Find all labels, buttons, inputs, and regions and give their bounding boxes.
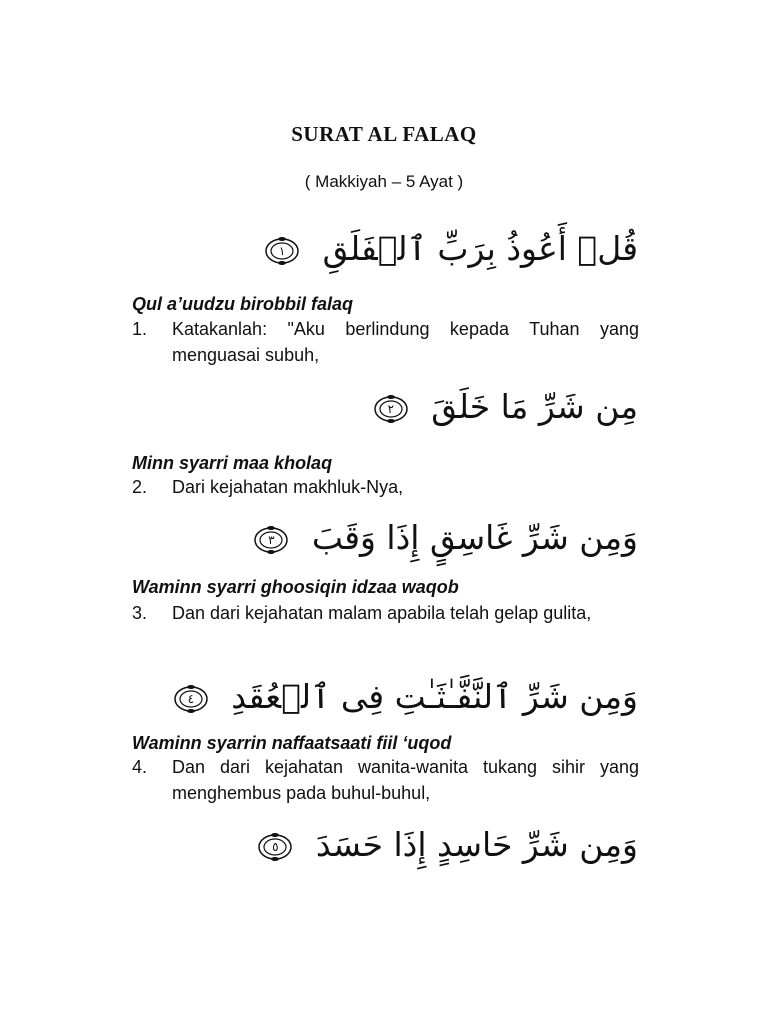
verse-1-arabic bbox=[264, 227, 638, 271]
verse-1-transliteration: Qul a’uudzu birobbil falaq bbox=[132, 294, 353, 314]
ayah-marker bbox=[373, 394, 409, 424]
translation-text: Dari kejahatan makhluk-Nya, bbox=[172, 477, 404, 497]
verse-2-transliteration: Minn syarri maa kholaq bbox=[132, 453, 333, 473]
ayah-marker bbox=[173, 684, 209, 714]
arabic-text: وَمِن شَرِّ ٱلنَّفَّـٰثَـٰتِ فِى ٱلۡعُقَدِ bbox=[231, 677, 638, 716]
ayah-number: ٤ bbox=[187, 691, 195, 706]
verse-4-transliteration: Waminn syarrin naffaatsaati fiil ‘uqod bbox=[132, 733, 452, 753]
page-subtitle: ( Makkiyah – 5 Ayat ) bbox=[304, 172, 464, 191]
verse-2-translation bbox=[132, 474, 639, 500]
verse-1-translation bbox=[132, 316, 639, 368]
translation-text: Dan dari kejahatan malam apabila telah gelap gulita, bbox=[172, 603, 592, 623]
translation-text: Katakanlah: "Aku berlindung kepada Tuhan yang menguasai subuh, bbox=[172, 319, 639, 365]
ayah-number: ٥ bbox=[272, 839, 279, 854]
verse-4-translation bbox=[132, 754, 639, 806]
ayah-number: ٣ bbox=[268, 532, 275, 547]
verse-3-arabic bbox=[253, 516, 638, 560]
ayah-number: ٢ bbox=[387, 401, 395, 416]
verse-5-arabic bbox=[257, 823, 638, 867]
verse-4-arabic bbox=[173, 675, 638, 719]
verse-number: 1. bbox=[132, 319, 148, 339]
ayah-marker bbox=[257, 832, 293, 862]
verse-3-translation bbox=[132, 600, 639, 626]
arabic-text: قُلۡ أَعُوذُ بِرَبِّ ٱلۡفَلَقِ bbox=[322, 229, 638, 268]
translation-text: Dan dari kejahatan wanita-wanita tukang sihir yang menghembus pada buhul-buhul, bbox=[172, 757, 639, 803]
ayah-marker bbox=[253, 525, 289, 555]
page-title: SURAT AL FALAQ bbox=[291, 122, 477, 146]
ayah-marker bbox=[264, 236, 300, 266]
arabic-text: مِن شَرِّ مَا خَلَقَ bbox=[431, 387, 638, 426]
arabic-text: وَمِن شَرِّ غَاسِقٍ إِذَا وَقَبَ bbox=[311, 518, 638, 557]
verse-2-arabic bbox=[373, 385, 638, 429]
arabic-text: وَمِن شَرِّ حَاسِدٍ إِذَا حَسَدَ bbox=[315, 825, 638, 864]
verse-number: 2. bbox=[132, 477, 148, 497]
ayah-number: ١ bbox=[278, 243, 286, 258]
verse-number: 3. bbox=[132, 603, 148, 623]
verse-number: 4. bbox=[132, 757, 148, 777]
verse-3-transliteration: Waminn syarri ghoosiqin idzaa waqob bbox=[132, 577, 459, 597]
